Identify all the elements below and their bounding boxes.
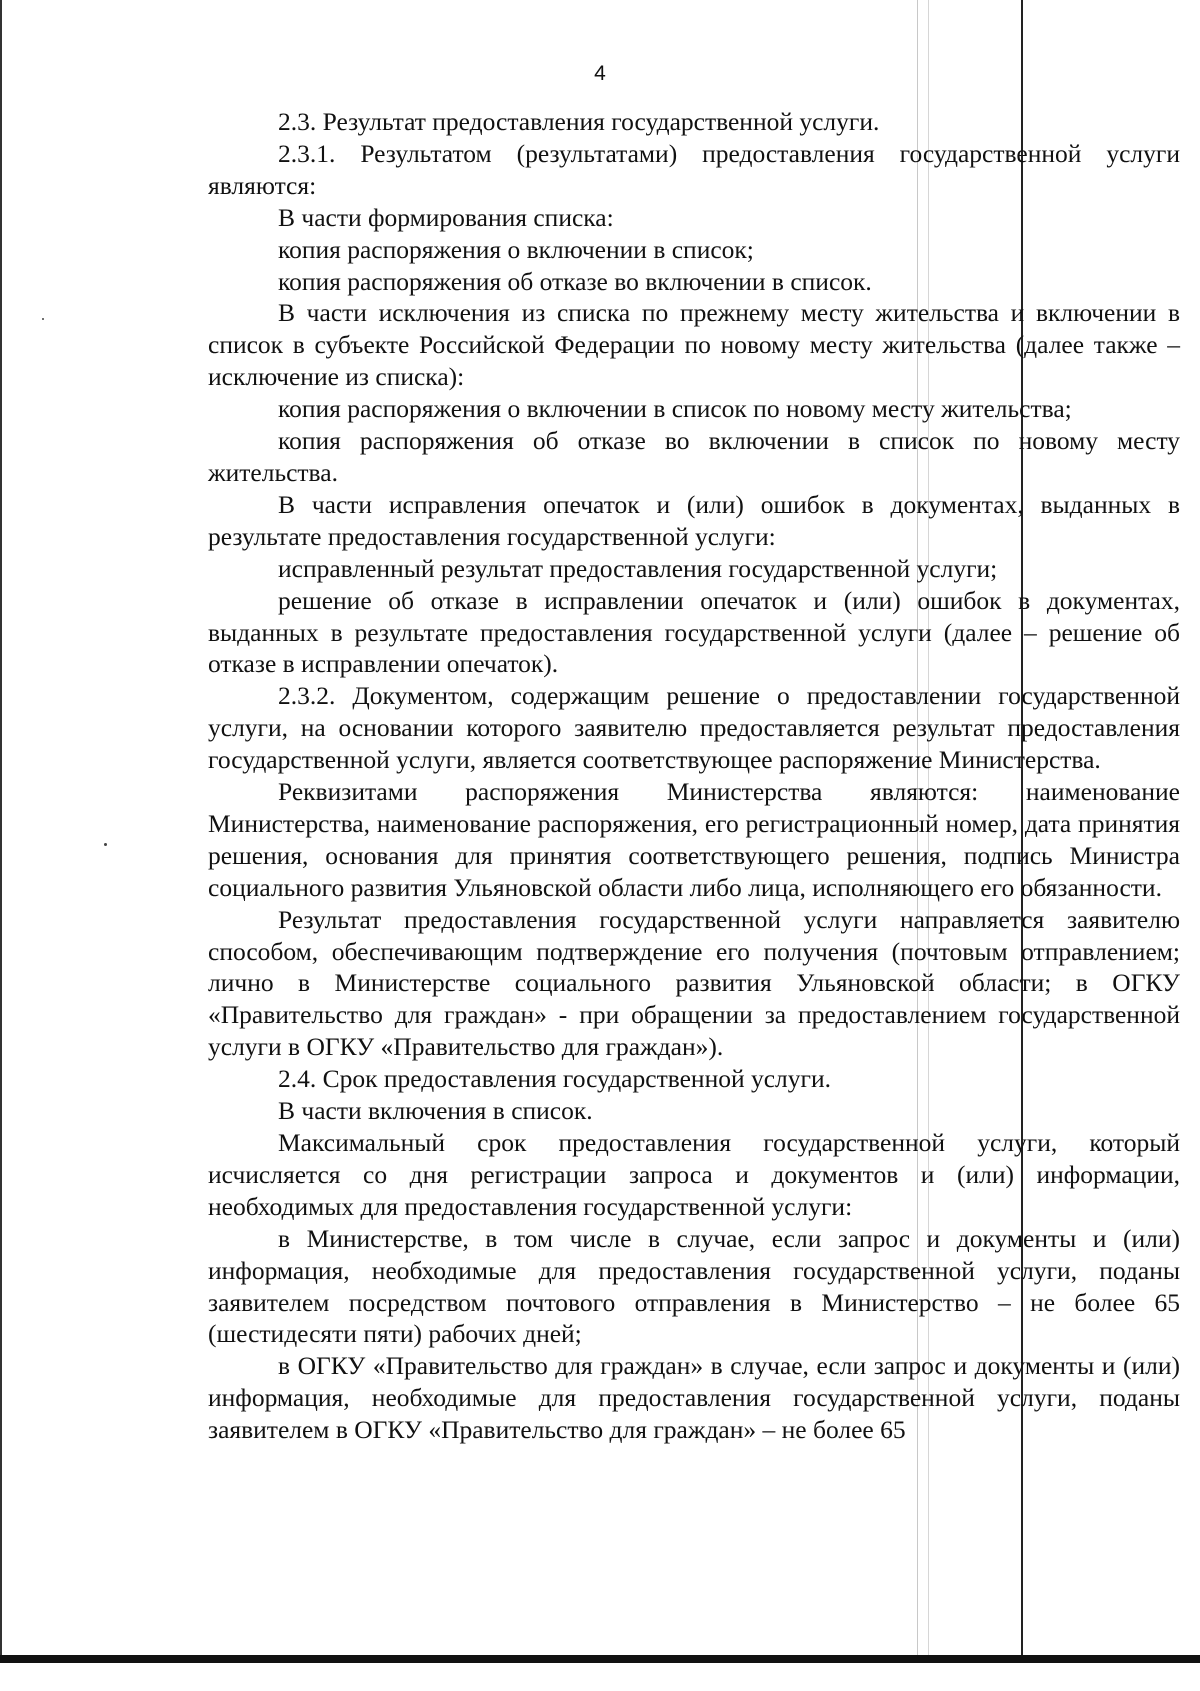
paragraph: В части исключения из списка по прежнему месту жительства и включении в список в субъекте Российской Федерации по новому месту жительства (далее также – исключение из списка): — [208, 298, 1180, 392]
paragraph: 2.3. Результат предоставления государственной услуги. — [278, 107, 880, 136]
paragraph: копия распоряжения об отказе во включении в список по новому месту жительства. — [208, 426, 1180, 487]
paragraph: в Министерстве, в том числе в случае, если запрос и документы и (или) информация, необходимые для предоставления государственной услуги, поданы заявителем посредством почтового отправления в Министерство – не более 65 (шестидесяти пяти) рабочих дней; — [208, 1223, 1180, 1349]
scan-speck — [104, 843, 107, 846]
scan-edge-left — [0, 0, 2, 1660]
scan-speck — [42, 318, 44, 320]
paragraph: В части исправления опечаток и (или) ошибок в документах, выданных в результате предоставления государственной услуги: — [208, 489, 1180, 551]
paragraph: Результат предоставления государственной услуги направляется заявителю способом, обеспечивающим подтверждение его получения (почтовым отправлением; лично в Министерстве социального развития Ульяновской области; в ОГКУ «Правительство для граждан» - при обращении за предоставлением государственной услуги в ОГКУ «Правительство для граждан»). — [208, 904, 1180, 1062]
paragraph: копия распоряжения о включении в список по новому месту жительства; — [278, 394, 1072, 424]
paragraph: 2.3.1. Результатом (результатами) предоставления государственной услуги являются: — [208, 138, 1180, 200]
paragraph: 2.3.2. Документом, содержащим решение о предоставлении государственной услуги, на основании которого заявителю предоставляется результат предоставления государственной услуги, является соответствующее распоряжение Министерства. — [208, 681, 1180, 775]
paragraph: копия распоряжения об отказе во включении в список. — [278, 266, 872, 296]
paragraph: Максимальный срок предоставления государственной услуги, который исчисляется со дня регистрации запроса и документов и (или) информации, необходимых для предоставления государственной услуги: — [208, 1128, 1180, 1221]
paragraph: 2.4. Срок предоставления государственной услуги. — [278, 1064, 832, 1094]
paragraph: копия распоряжения о включении в список; — [278, 234, 754, 264]
paragraph: исправленный результат предоставления государственной услуги; — [278, 553, 998, 583]
paragraph: Реквизитами распоряжения Министерства являются: наименование Министерства, наименование распоряжения, его регистрационный номер, дата принятия решения, основания для принятия соответствующего решения, подпись Министра социального развития Ульяновской области либо лица, исполняющего его обязанности. — [208, 777, 1180, 902]
scan-edge-bottom — [0, 1655, 1200, 1663]
paragraph: В части включения в список. — [278, 1096, 593, 1126]
document-body — [208, 106, 1180, 1446]
paragraph: в ОГКУ «Правительство для граждан» в случае, если запрос и документы и (или) информация, необходимые для предоставления государственной услуги, поданы заявителем в ОГКУ «Правительство для граждан» – не более 65 — [208, 1351, 1180, 1445]
page-number: 4 — [594, 62, 606, 85]
paragraph: В части формирования списка: — [278, 202, 614, 232]
paragraph: решение об отказе в исправлении опечаток и (или) ошибок в документах, выданных в результате предоставления государственной услуги (далее – решение об отказе в исправлении опечаток). — [208, 585, 1180, 679]
